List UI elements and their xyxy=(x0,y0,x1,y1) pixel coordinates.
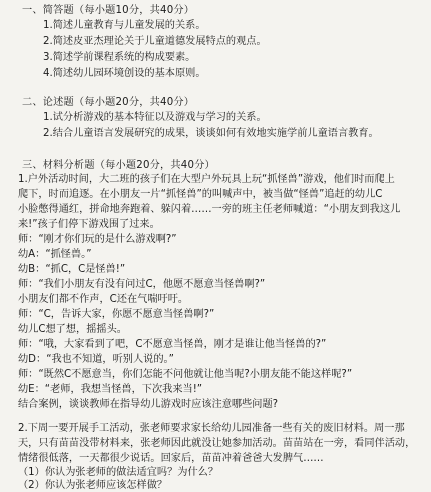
section1-item: 1.简述儿童教育与儿童发展的关系。 xyxy=(43,20,206,31)
q1-text-line: 幼E：“老师，我想当怪兽，下次我来当!” xyxy=(18,384,203,395)
section1-item: 3.简述学前课程系统的构成要素。 xyxy=(43,52,196,63)
section2-heading: 二、论述题（每小题20分，共40分） xyxy=(22,97,195,108)
q2-text-line: 情绪很低落，一天都很少说话。回家后，苗苗冲着爸爸大发脾气…… xyxy=(18,453,324,464)
q1-text-line: 幼儿C想了想，摇摇头。 xyxy=(18,324,127,335)
q2-text-line: 天，只有苗苗没带材料来，张老师因此就没让她参加活动。苗苗站在一旁，看同伴活动， xyxy=(18,438,416,449)
q1-text-line: 1.户外活动时间，大二班的孩子们在大型户外玩具上玩“抓怪兽”游戏，他们时而爬上 xyxy=(18,174,395,185)
section2-item: 2.结合儿童语言发展研究的成果，谈谈如何有效地实施学前儿童语言教育。 xyxy=(43,128,379,139)
q1-text-line: 师：“刚才你们玩的是什么游戏啊?” xyxy=(18,234,177,245)
q2-subquestion: （2）你认为张老师应该怎样做？ xyxy=(18,480,168,491)
section1-item: 4.简述幼儿园环境创设的基本原则。 xyxy=(43,68,206,79)
section1-heading: 一、简答题（每小题10分，共40分） xyxy=(22,5,195,16)
q1-text-line: 爬下，时而追逐。在小朋友一片“抓怪兽”的叫喊声中，被当做“怪兽”追赶的幼儿C xyxy=(18,189,383,200)
section1-item: 2.简述皮亚杰理论关于儿童道德发展特点的观点。 xyxy=(43,36,267,47)
section2-item: 1.试分析游戏的基本特征以及游戏与学习的关系。 xyxy=(43,112,267,123)
q1-text-line: 幼B：“抓C，C是怪兽!” xyxy=(18,264,126,275)
q1-text-line: 师：“我们小朋友有没有问过C，他愿不愿意当怪兽啊?” xyxy=(18,279,266,290)
q2-text-line: 2.下周一要开展手工活动，张老师要求家长给幼儿园准备一些有关的废旧材料。周一那 xyxy=(18,423,405,434)
q1-text-line: 师：“C，告诉大家，你愿不愿意当怪兽啊?” xyxy=(18,309,215,320)
q1-text-line: 师：“哦，大家看到了吧，C不愿意当怪兽，刚才是谁让他当怪兽的?” xyxy=(18,339,327,350)
q1-question: 结合案例，谈谈教师在指导幼儿游戏时应该注意哪些问题? xyxy=(18,399,279,410)
q1-text-line: 幼D：“我也不知道，听别人说的。” xyxy=(18,354,174,365)
q1-text-line: 幼A：“抓怪兽。” xyxy=(18,249,92,260)
q1-text-line: 来!”孩子们停下游戏围了过来。 xyxy=(18,219,160,230)
q1-text-line: 小脸憋得通红，拼命地奔跑着、躲闪着……一旁的班主任老师喊道：“小朋友到我这儿 xyxy=(18,204,401,215)
q1-text-line: 小朋友们都不作声，C还在气喘吁吁。 xyxy=(18,294,189,305)
q1-text-line: 师：“既然C不愿意当，你们怎能不问他就让他当呢?小朋友能不能这样呢?” xyxy=(18,369,353,380)
q2-subquestion: （1）你认为张老师的做法适宜吗？为什么？ xyxy=(18,467,219,478)
section3-heading: 三、材料分析题（每小题20分，共40分） xyxy=(22,160,215,171)
